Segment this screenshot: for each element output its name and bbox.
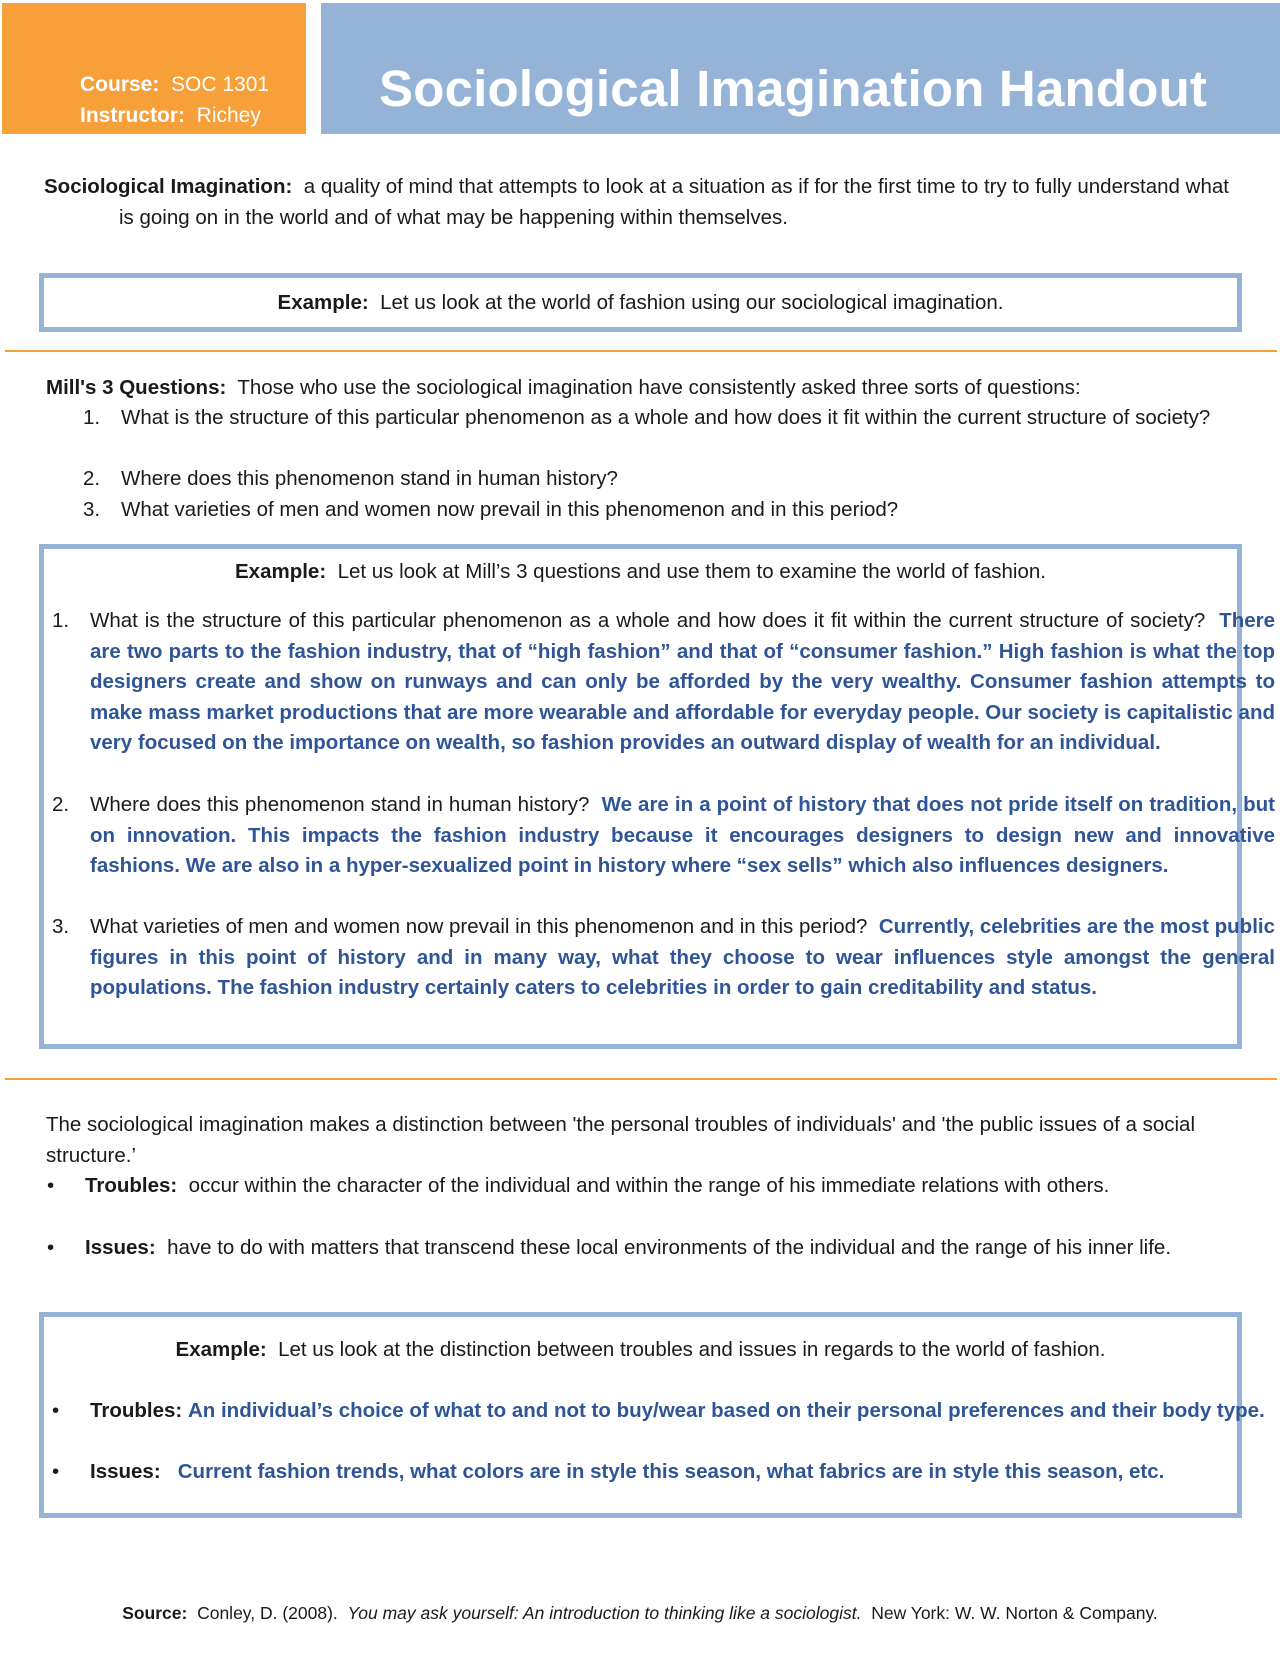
example-2-item-1: What is the structure of this particular phenomenon as a whole and how does it fit within the current structure of society? There are two parts to the fashion industry, that of “high fashion” and that of “consumer fashion.” High fashion is what the top designers create and show on runways and can only be afforded by the very wealthy. Consumer fashion attempts to make mass market productions that are more wearable and affordable for everyday people. Our society is capitalistic and very focused on the importance on wealth, so fashion provides an outward display of wealth for an individual.	[90, 609, 1275, 754]
mills-intro: Mill's 3 Questions: Those who use the sociological imagination have consistently asked three sorts of questions:	[46, 376, 1081, 399]
course-info-panel	[2, 3, 306, 134]
bullet-icon: •	[47, 1174, 55, 1197]
example-1-text: Example: Let us look at the world of fashion using our sociological imagination.	[277, 291, 1004, 314]
example-box-1	[39, 273, 1242, 332]
definition-paragraph: Sociological Imagination: a quality of mind that attempts to look at a situation as if for the first time to try to fully understand what is going on in the world and of what may be happening within themselves.	[44, 175, 1229, 229]
instructor-line: Instructor: Richey	[80, 104, 261, 127]
bullet-icon: •	[47, 1236, 55, 1259]
section-divider-2	[5, 1078, 1277, 1080]
troubles-definition: Troubles: occur within the character of the individual and within the range of his immediate relations with others.	[85, 1174, 1110, 1197]
page-title: Sociological Imagination Handout	[321, 3, 1280, 134]
issues-definition: Issues: have to do with matters that transcend these local environments of the individual and the range of his inner life.	[85, 1236, 1172, 1259]
bullet-icon: •	[52, 1399, 60, 1422]
section-divider-1	[5, 350, 1277, 352]
example-3-troubles: Troubles: An individual’s choice of what to and not to buy/wear based on their personal preferences and their body type.	[90, 1399, 1265, 1422]
example-2-item-3-number: 3.	[52, 915, 70, 938]
mills-question-1: What is the structure of this particular phenomenon as a whole and how does it fit within the current structure of society?	[121, 406, 1211, 429]
mills-question-2: Where does this phenomenon stand in human history?	[121, 467, 618, 490]
bullet-icon: •	[52, 1460, 60, 1483]
mills-question-3: What varieties of men and women now prevail in this phenomenon and in this period?	[121, 498, 899, 521]
example-2-item-2-number: 2.	[52, 793, 70, 816]
example-2-item-3: What varieties of men and women now prevail in this phenomenon and in this period? Currently, celebrities are the most public figures in this point of history and in many way, what they choose to wear influences style amongst the general populations. The fashion industry certainly caters to celebrities in order to gain creditability and status.	[90, 915, 1275, 999]
example-2-item-2: Where does this phenomenon stand in human history? We are in a point of history that does not pride itself on tradition, but on innovation. This impacts the fashion industry because it encourages designers to design new and innovative fashions. We are also in a hyper-sexualized point in history where “sex sells” which also influences designers.	[90, 793, 1275, 877]
example-3-issues: Issues: Current fashion trends, what colors are in style this season, what fabrics are in style this season, etc.	[90, 1460, 1165, 1483]
source-citation: Source: Conley, D. (2008). You may ask yourself: An introduction to thinking like a sociologist. New York: W. W. Norton & Company.	[122, 1603, 1158, 1623]
example-box-3	[39, 1312, 1265, 1518]
example-2-item-1-number: 1.	[52, 609, 70, 632]
example-box-2	[39, 544, 1275, 1049]
distinction-paragraph: The sociological imagination makes a distinction between 'the personal troubles of individuals' and 'the public issues of a social structure.’	[46, 1113, 1196, 1167]
course-line: Course: SOC 1301	[80, 73, 270, 96]
mills-question-1-number: 1.	[83, 406, 101, 429]
example-2-header: Example: Let us look at Mill’s 3 questions and use them to examine the world of fashion.	[235, 560, 1046, 583]
mills-question-3-number: 3.	[83, 498, 101, 521]
mills-question-2-number: 2.	[83, 467, 101, 490]
example-3-header: Example: Let us look at the distinction between troubles and issues in regards to the world of fashion.	[175, 1338, 1106, 1361]
